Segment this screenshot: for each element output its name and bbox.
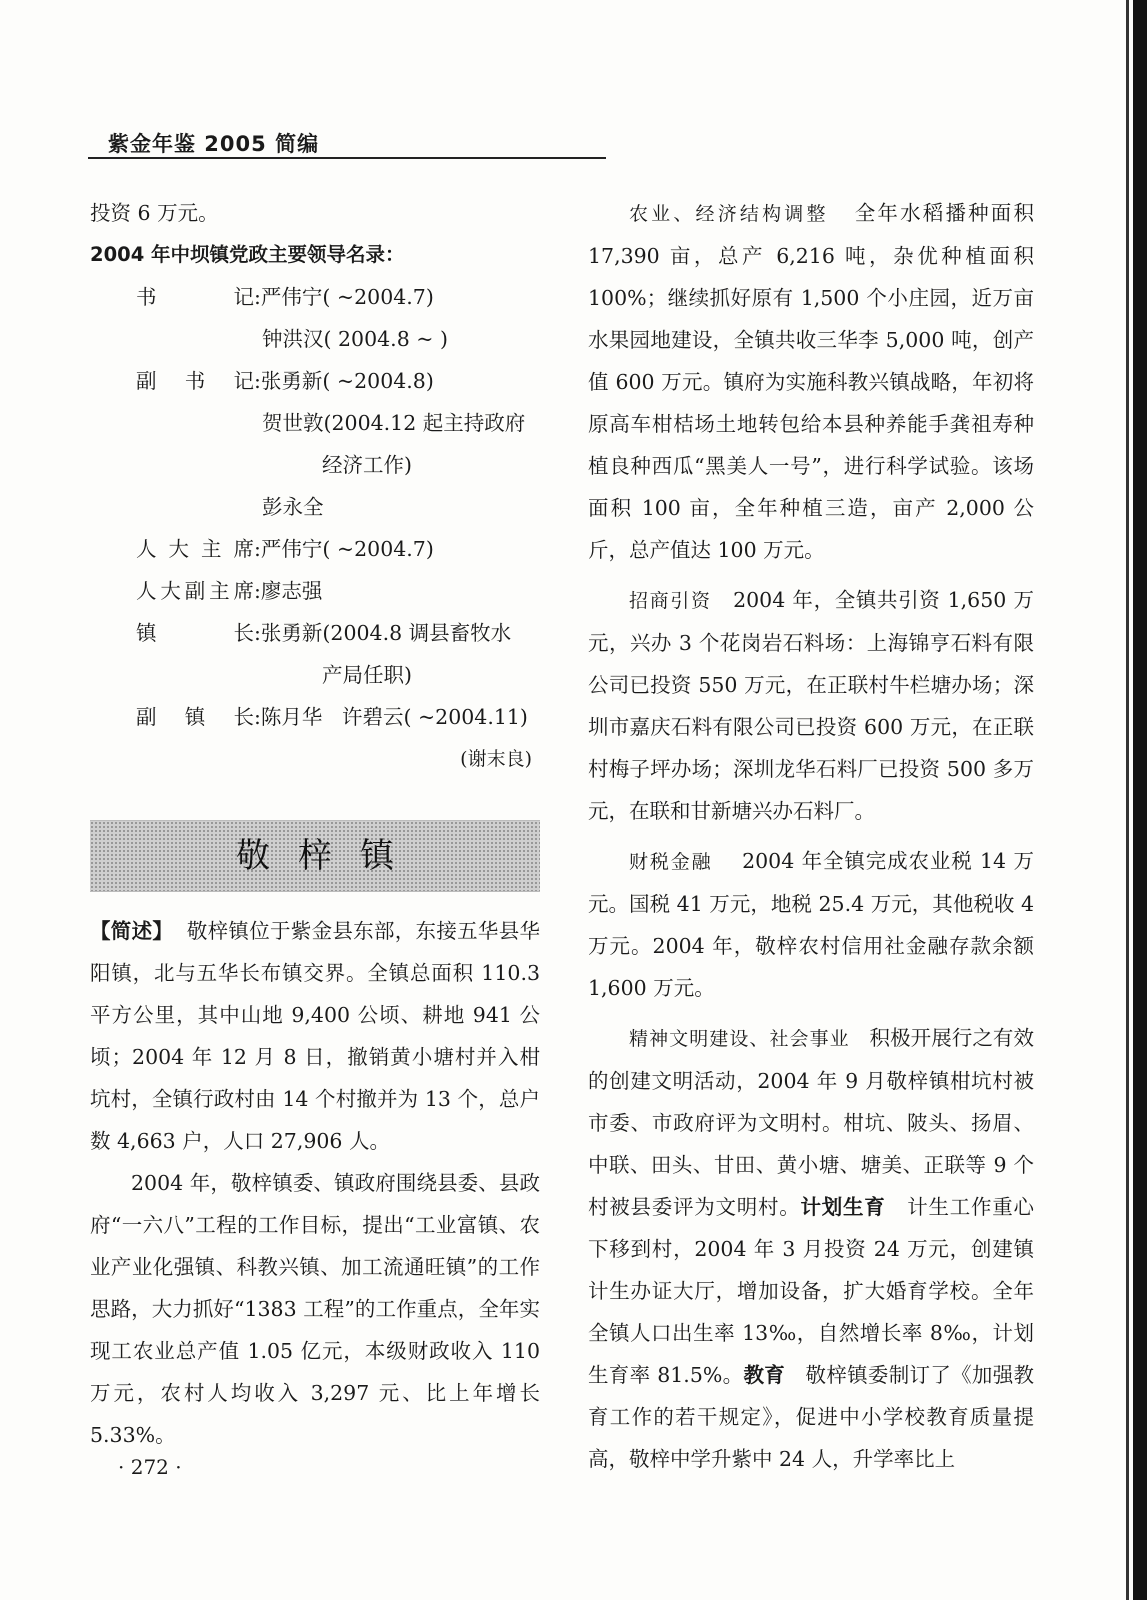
- roster-row-congress-chair: 人 大 主 席 : 严伟宁( ~2004.7): [90, 528, 540, 570]
- investment-label: 招商引资: [629, 590, 712, 612]
- header-rule: [88, 157, 606, 159]
- summary-text: 敬梓镇位于紫金县东部，东接五华县华阳镇，北与五华长布镇交界。全镇总面积 110.3 平方公里，其中山地 9,400 公顷、耕地 941 公顷；2004 年 12 月 8 日，撤销黄小塘村并入柑坑村，全镇行政村由 14 个村撤并为 13 个，总户数 4,663 户，人口 27,906 人。: [90, 919, 541, 1153]
- summary-paragraph: [90, 910, 540, 1162]
- roster-heading: 2004 年中坝镇党政主要领导名录：: [90, 243, 405, 266]
- family-planning-text: 计生工作重心下移到村，2004 年 3 月投资 24 万元，创建镇计生办证大厅，增加设备，扩大婚育学校。全年全镇人口出生率 13‰，自然增长率 8‰，计划生育率 81.5%。: [588, 1195, 1035, 1387]
- civilization-text: 积极开展行之有效的创建文明活动，2004 年 9 月敬梓镇柑坑村被市委、市政府评为文明村。柑坑、陂头、扬眉、中联、田头、甘田、黄小塘、塘美、正联等 9 个村被县委评为文明村。: [588, 1026, 1034, 1219]
- roster-name: 钟洪汉( 2004.8 ~ ): [262, 327, 448, 351]
- family-planning-label: 计划生育: [800, 1195, 886, 1219]
- section-banner: [90, 820, 540, 892]
- running-header: 紫金年鉴 2005 简编: [108, 132, 320, 156]
- education-text: 敬梓镇委制订了《加强教育工作的若干规定》，促进中小学校教育质量提高，敬梓中学升紫中 24 人，升学率比上: [588, 1363, 1035, 1471]
- roster-name: 彭永全: [262, 495, 324, 519]
- roster-role: 人 大 副 主 席: [136, 579, 254, 603]
- left-column: [90, 192, 540, 1456]
- roster-row-mayor: 镇 长 : 张勇新(2004.8 调县畜牧水: [90, 612, 540, 654]
- roster-name: 产局任职): [322, 663, 412, 687]
- roster-name: 廖志强: [260, 579, 323, 603]
- roster-name: 严伟宁( ~2004.7): [260, 285, 434, 309]
- social-affairs-paragraph: [588, 1017, 1034, 1480]
- roster-role: 书 记: [136, 285, 254, 309]
- roster-name: 经济工作): [322, 453, 412, 477]
- roster-role: 副 镇 长: [136, 705, 254, 729]
- roster-row-deputy-mayor: 副 镇 长 : 陈月华 许碧云( ~2004.11): [90, 696, 540, 738]
- roster-name: 严伟宁( ~2004.7): [260, 537, 434, 561]
- tax-finance-text: 2004 年全镇完成农业税 14 万元。国税 41 万元，地税 25.4 万元，其他税收 4 万元。2004 年，敬梓农村信用社金融存款余额 1,600 万元。: [588, 849, 1034, 1000]
- overview-paragraph: 2004 年，敬梓镇委、镇政府围绕县委、县政府“一六八”工程的工作目标，提出“工业富镇、农业产业化强镇、科教兴镇、加工流通旺镇”的工作思路，大力抓好“1383 工程”的工作重点，全年实现工农业总产值 1.05 亿元，本级财政收入 110 万元，农村人均收入 3,297 元、比上年增长 5.33%。: [90, 1171, 540, 1447]
- roster-name: 贺世敦(2004.12 起主持政府: [262, 411, 526, 435]
- section-title: 敬梓镇: [236, 836, 422, 876]
- scan-edge-line: [1126, 0, 1129, 1600]
- scan-edge-border: [1133, 0, 1147, 1600]
- roster-name: 张勇新(2004.8 调县畜牧水: [260, 621, 512, 645]
- investment-paragraph: [588, 579, 1034, 832]
- roster-row-secretary: 书 记 : 严伟宁( ~2004.7): [90, 276, 540, 318]
- page-number: · 272 ·: [118, 1455, 182, 1479]
- right-column: [588, 192, 1034, 1480]
- civilization-label: 精神文明建设、社会事业: [629, 1028, 850, 1050]
- education-label: 教育: [743, 1363, 786, 1387]
- roster-name: 张勇新( ~2004.8): [260, 369, 434, 393]
- agriculture-paragraph: [588, 192, 1034, 571]
- author-credit: (谢末良): [460, 748, 532, 770]
- summary-label: 【简述】: [90, 919, 174, 943]
- tax-finance-label: 财税金融: [629, 851, 713, 873]
- roster-role: 副 书 记: [136, 369, 254, 393]
- roster-role: 镇 长: [136, 621, 254, 645]
- agriculture-label: 农业、经济结构调整: [629, 203, 829, 225]
- roster-row-deputy-secretary: 副 书 记 : 张勇新( ~2004.8): [90, 360, 540, 402]
- intro-line: 投资 6 万元。: [90, 201, 219, 225]
- roster-name: 陈月华 许碧云( ~2004.11): [260, 705, 528, 729]
- roster-role: 人 大 主 席: [136, 537, 254, 561]
- investment-text: 2004 年，全镇共引资 1,650 万元，兴办 3 个花岗岩石料场：上海锦亨石料有限公司已投资 550 万元，在正联村牛栏塘办场；深圳市嘉庆石料有限公司已投资 600 万元，在正联村梅子坪办场；深圳龙华石料厂已投资 500 多万元，在联和甘新塘兴办石料厂。: [588, 588, 1034, 823]
- agriculture-text: 全年水稻播种面积 17,390 亩，总产 6,216 吨，杂优种植面积 100%；继续抓好原有 1,500 个小庄园，近万亩水果园地建设，全镇共收三华李 5,000 吨，创产值 600 万元。镇府为实施科教兴镇战略，年初将原高车柑桔场土地转包给本县种养能手龚祖寿种植良种西瓜“黑美人一号”，进行科学试验。该场面积 100 亩，全年种植三造，亩产 2,000 公斤，总产值达 100 万元。: [588, 201, 1034, 562]
- roster-row-congress-vice-chair: 人 大 副 主 席 : 廖志强: [90, 570, 540, 612]
- tax-finance-paragraph: [588, 840, 1034, 1009]
- leadership-roster: [90, 276, 540, 738]
